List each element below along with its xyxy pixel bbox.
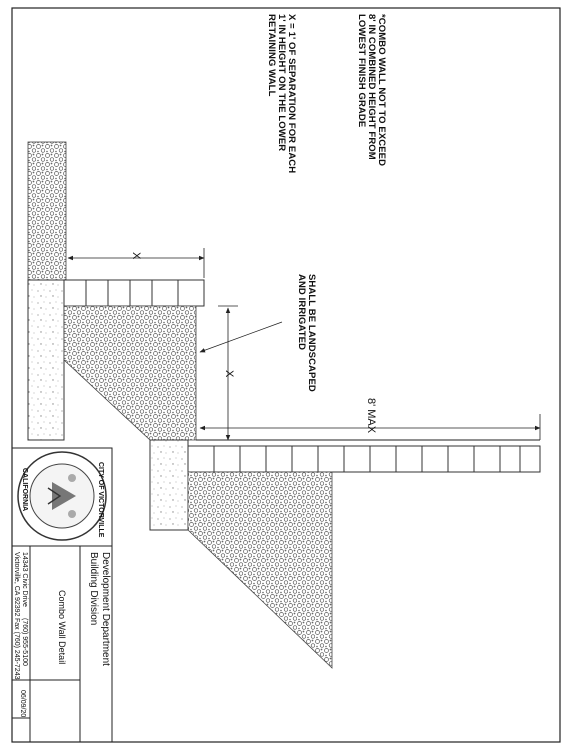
- label-x-upper: X: [130, 252, 142, 260]
- seal-text-bottom: CALIFORNIA: [21, 468, 28, 512]
- department-line-1: Development Department: [100, 552, 111, 666]
- seal-text-top: CITY OF VICTORVILLE: [97, 462, 104, 538]
- label-max-height: 8' MAX: [365, 398, 377, 434]
- lower-backfill-gravel: [188, 472, 332, 668]
- address-line-1: 14343 Civic Drive: [21, 552, 28, 607]
- landscape-leader-arrow: [200, 322, 282, 352]
- phone-number: (760) 955-5100: [21, 618, 28, 666]
- upper-wall-blocks: [64, 280, 204, 306]
- lower-wall-footing: [150, 440, 188, 530]
- address-line-2: Victorville, CA 92392: [13, 552, 20, 617]
- terrace-gravel: [64, 306, 196, 440]
- upper-wall-footing: [28, 280, 64, 440]
- note-separation: X = 1' OF SEPARATION FOR EACH 1' IN HEIGHT ON THE LOWER RETAINING WALL: [266, 14, 297, 174]
- upper-backfill-gravel: [28, 142, 66, 280]
- note-combo-wall: *COMBO WALL NOT TO EXCEED 8' IN COMBINED HEIGHT FROM LOWEST FINISH GRADE: [356, 14, 387, 167]
- note-landscaped: SHALL BE LANDSCAPED AND IRRIGATED: [296, 274, 317, 392]
- drawing-date: 06/09/20: [19, 690, 26, 718]
- label-x-terrace: X: [223, 370, 235, 378]
- department-line-2: Building Division: [88, 552, 99, 626]
- drawing-title: Combo Wall Detail: [57, 590, 67, 665]
- city-seal-logo: [18, 452, 106, 540]
- lower-wall-blocks: [188, 446, 540, 472]
- fax-number: Fax (760) 245-7243: [13, 618, 20, 680]
